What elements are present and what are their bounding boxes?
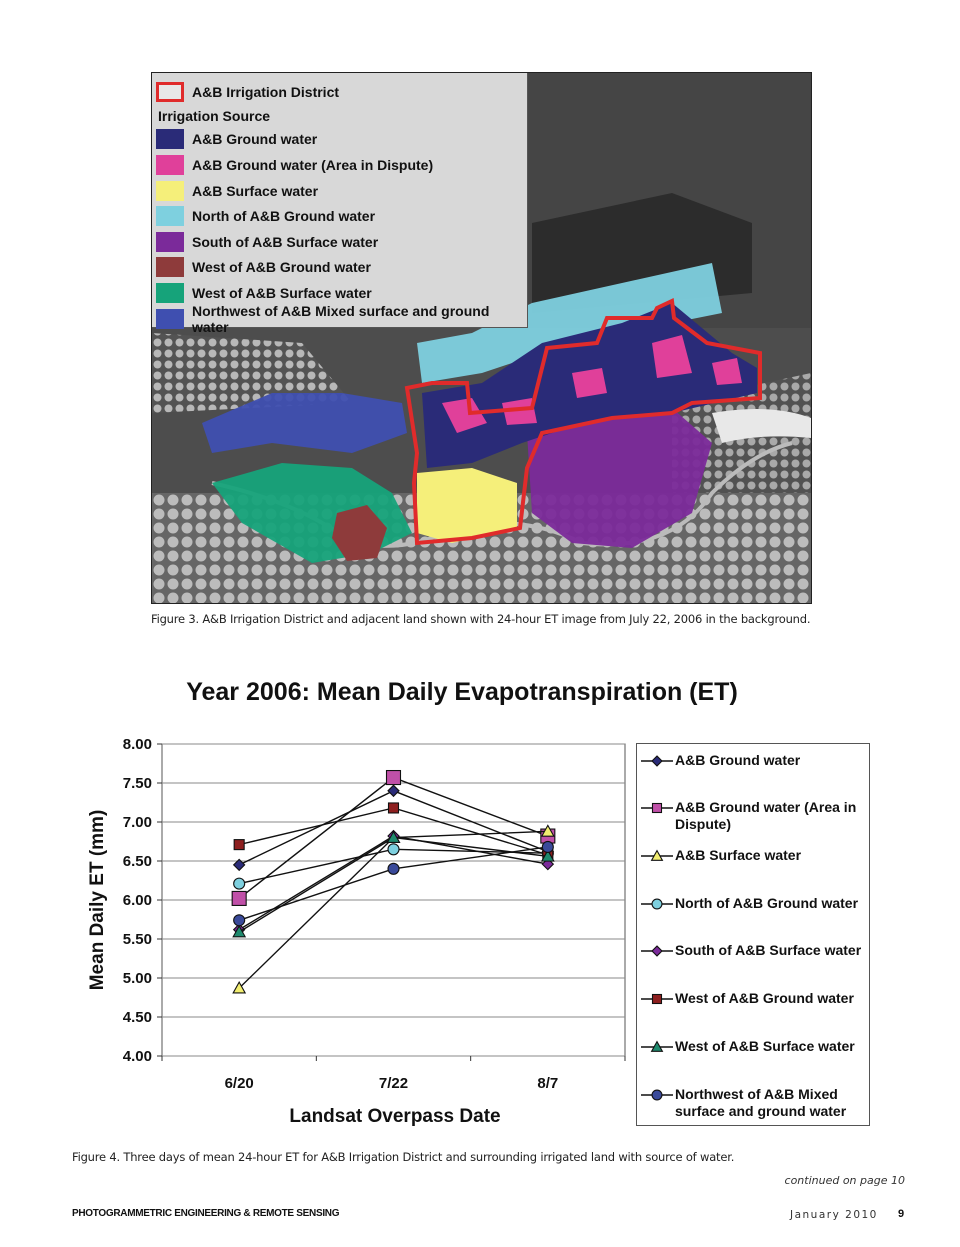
legend-district-label: A&B Irrigation District: [192, 83, 340, 100]
data-point: [232, 891, 246, 905]
legend-symbol: [653, 995, 662, 1004]
y-tick-label: 7.50: [122, 775, 152, 792]
legend-marker: [639, 943, 675, 959]
legend-symbol: [652, 899, 662, 909]
figure4-caption: Figure 4. Three days of mean 24-hour ET for A&B Irrigation District and surrounding irrigated land with source of water.: [72, 1150, 735, 1164]
legend-swatch: [156, 129, 184, 149]
y-tick-label: 5.00: [122, 970, 152, 987]
legend-marker: [639, 848, 675, 864]
legend-item: [156, 127, 527, 153]
y-tick-label: 5.50: [122, 931, 152, 948]
legend-marker: [639, 1039, 675, 1055]
issue-date: January 2010: [790, 1209, 878, 1221]
y-tick-label: 7.00: [122, 814, 152, 831]
x-tick-label: 6/20: [224, 1075, 254, 1092]
legend-item-label: West of A&B Surface water: [192, 284, 372, 301]
legend-marker: [639, 800, 675, 816]
data-point: [234, 915, 245, 926]
legend-source-heading: Irrigation Source: [158, 107, 271, 124]
chart-legend-label: Northwest of A&B Mixed surface and ground water: [675, 1086, 847, 1119]
x-tick-label: 8/7: [537, 1075, 559, 1092]
data-point: [388, 863, 399, 874]
legend-symbol: [653, 804, 662, 813]
data-point: [388, 844, 399, 855]
chart-svg: [80, 730, 630, 1135]
chart-legend-label: A&B Ground water: [675, 752, 801, 768]
legend-swatch: [156, 257, 184, 277]
legend-item-label: A&B Surface water: [192, 182, 319, 199]
legend-swatch: [156, 181, 184, 201]
district-outline-swatch: [156, 82, 184, 102]
legend-symbol: [652, 946, 662, 956]
y-ticks: [123, 736, 152, 1065]
chart-legend-label: West of A&B Surface water: [675, 1038, 855, 1054]
continued-note: continued on page 10: [784, 1174, 905, 1187]
y-tick-label: 4.50: [122, 1009, 152, 1026]
x-tick-label: 7/22: [378, 1075, 409, 1092]
y-tick-label: 4.00: [122, 1048, 152, 1065]
legend-item-label: North of A&B Ground water: [192, 208, 376, 225]
legend-item: [156, 203, 527, 229]
legend-swatch: [156, 155, 184, 175]
legend-swatch: [156, 206, 184, 226]
legend-item: [156, 152, 527, 178]
data-point: [387, 771, 401, 785]
legend-symbol: [652, 1090, 662, 1100]
y-tick-label: 6.50: [122, 853, 152, 870]
map-legend: [152, 73, 528, 335]
chart-legend-label: West of A&B Ground water: [675, 990, 854, 1006]
journal-name: PHOTOGRAMMETRIC ENGINEERING & REMOTE SENSING: [72, 1208, 340, 1219]
legend-symbol: [652, 756, 662, 766]
legend-item-label: West of A&B Ground water: [192, 259, 371, 276]
legend-marker: [639, 1087, 675, 1103]
legend-item-label: A&B Ground water (Area in Dispute): [192, 156, 434, 173]
figure3-caption: Figure 3. A&B Irrigation District and adjacent land shown with 24-hour ET image from July 22, 2006 in the background.: [151, 612, 811, 626]
page-number: 9: [898, 1208, 905, 1220]
data-point: [234, 840, 244, 850]
legend-item-label: A&B Ground water: [192, 131, 318, 148]
data-point: [542, 841, 553, 852]
chart-legend-label: South of A&B Surface water: [675, 942, 862, 958]
chart-legend-label: A&B Ground water (Area in Dispute): [675, 799, 857, 832]
legend-item-label: South of A&B Surface water: [192, 233, 379, 250]
legend-item: [156, 178, 527, 204]
legend-item: [156, 229, 527, 255]
legend-district: [156, 79, 527, 105]
y-tick-label: 6.00: [122, 892, 152, 909]
legend-marker: [639, 896, 675, 912]
legend-marker: [639, 753, 675, 769]
y-tick-label: 8.00: [122, 736, 152, 753]
et-chart: [80, 730, 630, 1140]
y-axis-title: Mean Daily ET (mm): [87, 809, 108, 991]
legend-item-label: Northwest of A&B Mixed surface and ground water: [192, 302, 490, 335]
legend-item: [156, 302, 527, 335]
chart-legend: [636, 743, 870, 1126]
data-point: [234, 878, 245, 889]
legend-marker: [639, 991, 675, 1007]
legend-swatch: [156, 283, 184, 303]
chart-legend-label: A&B Surface water: [675, 847, 802, 863]
x-axis-title: Landsat Overpass Date: [289, 1106, 501, 1127]
figure3-map: [151, 72, 812, 604]
legend-swatch: [156, 232, 184, 252]
legend-swatch: [156, 309, 184, 329]
legend-items: [156, 127, 527, 335]
chart-legend-label: North of A&B Ground water: [675, 895, 859, 911]
chart-title: Year 2006: Mean Daily Evapotranspiration (ET): [186, 678, 738, 706]
data-point: [389, 803, 399, 813]
legend-item: [156, 255, 527, 281]
x-ticks: [225, 1075, 559, 1092]
